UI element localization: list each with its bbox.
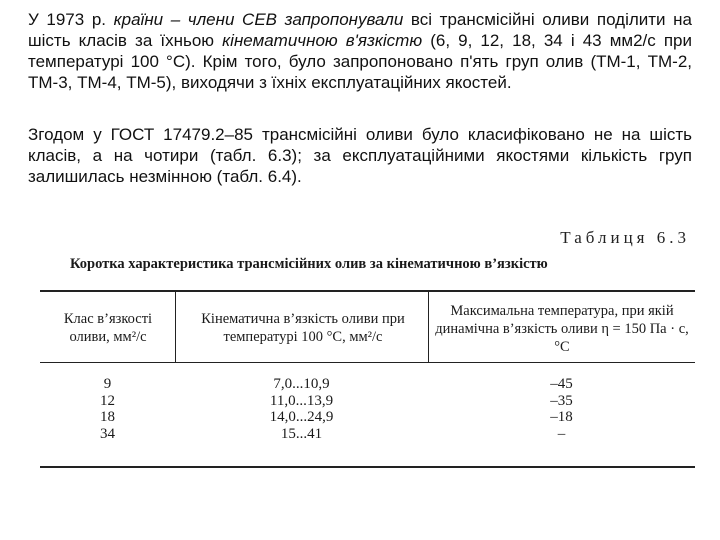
column-divider bbox=[175, 292, 176, 362]
column-divider bbox=[428, 292, 429, 362]
header-kinematic: Кінематична в’язкість оливи при температурі 100 °С, мм²/с bbox=[201, 311, 405, 345]
table-cell: 14,0...24,9 bbox=[269, 409, 334, 425]
intro-text: всі трансмісійні оливи поділити на шість класів за їхньою bbox=[28, 10, 692, 50]
temperature-column bbox=[428, 376, 695, 442]
table-cell: –18 bbox=[550, 409, 573, 425]
table-label: Таблиця 6.3 bbox=[560, 228, 690, 247]
intro-paragraph bbox=[28, 9, 692, 93]
intro-emphasis: країни – члени СЕВ запропонували bbox=[113, 10, 404, 29]
viscosity-table bbox=[40, 290, 695, 468]
intro-text: У 1973 р. bbox=[28, 10, 114, 29]
table-cell: – bbox=[557, 425, 566, 442]
intro-text: (6, 9, 12, 18, 34 і 43 мм2/с при температурі 100 °С). Крім того, було запропоновано п'ять груп олив (ТМ-1, ТМ-2, ТМ-3, ТМ-4, ТМ-5), виходячи з їхніх експлуатаційних якостей. bbox=[28, 31, 692, 92]
table-cell: 12 bbox=[100, 392, 115, 409]
header-max-temp: Максимальна температура, при якій динамічна в’язкість оливи η = 150 Па · с, °С bbox=[435, 303, 689, 355]
intro-emphasis: кінематичною в'язкістю bbox=[222, 31, 423, 50]
header-class: Клас в’язкості оливи, мм²/с bbox=[63, 311, 153, 345]
table-cell: 18 bbox=[100, 409, 115, 425]
table-title: Коротка характеристика трансмісійних олив за кінематичною в’язкістю bbox=[70, 256, 548, 272]
table-cell: –35 bbox=[550, 392, 573, 409]
class-column bbox=[40, 376, 175, 442]
kinematic-column bbox=[175, 376, 428, 442]
table-cell: 34 bbox=[100, 425, 115, 442]
followup-paragraph: Згодом у ГОСТ 17479.2–85 трансмісійні оливи було класифіковано не на шість класів, а на чотири (табл. 6.3); за експлуатаційними якостями кількість груп залишилась незмінною (табл. 6.4). bbox=[28, 125, 692, 186]
table-cell: 9 bbox=[103, 376, 112, 392]
header-divider bbox=[40, 362, 695, 363]
table-cell: 7,0...10,9 bbox=[273, 376, 330, 392]
table-cell: 11,0...13,9 bbox=[269, 392, 334, 409]
table-cell: 15...41 bbox=[280, 425, 323, 442]
table-cell: –45 bbox=[550, 376, 573, 392]
